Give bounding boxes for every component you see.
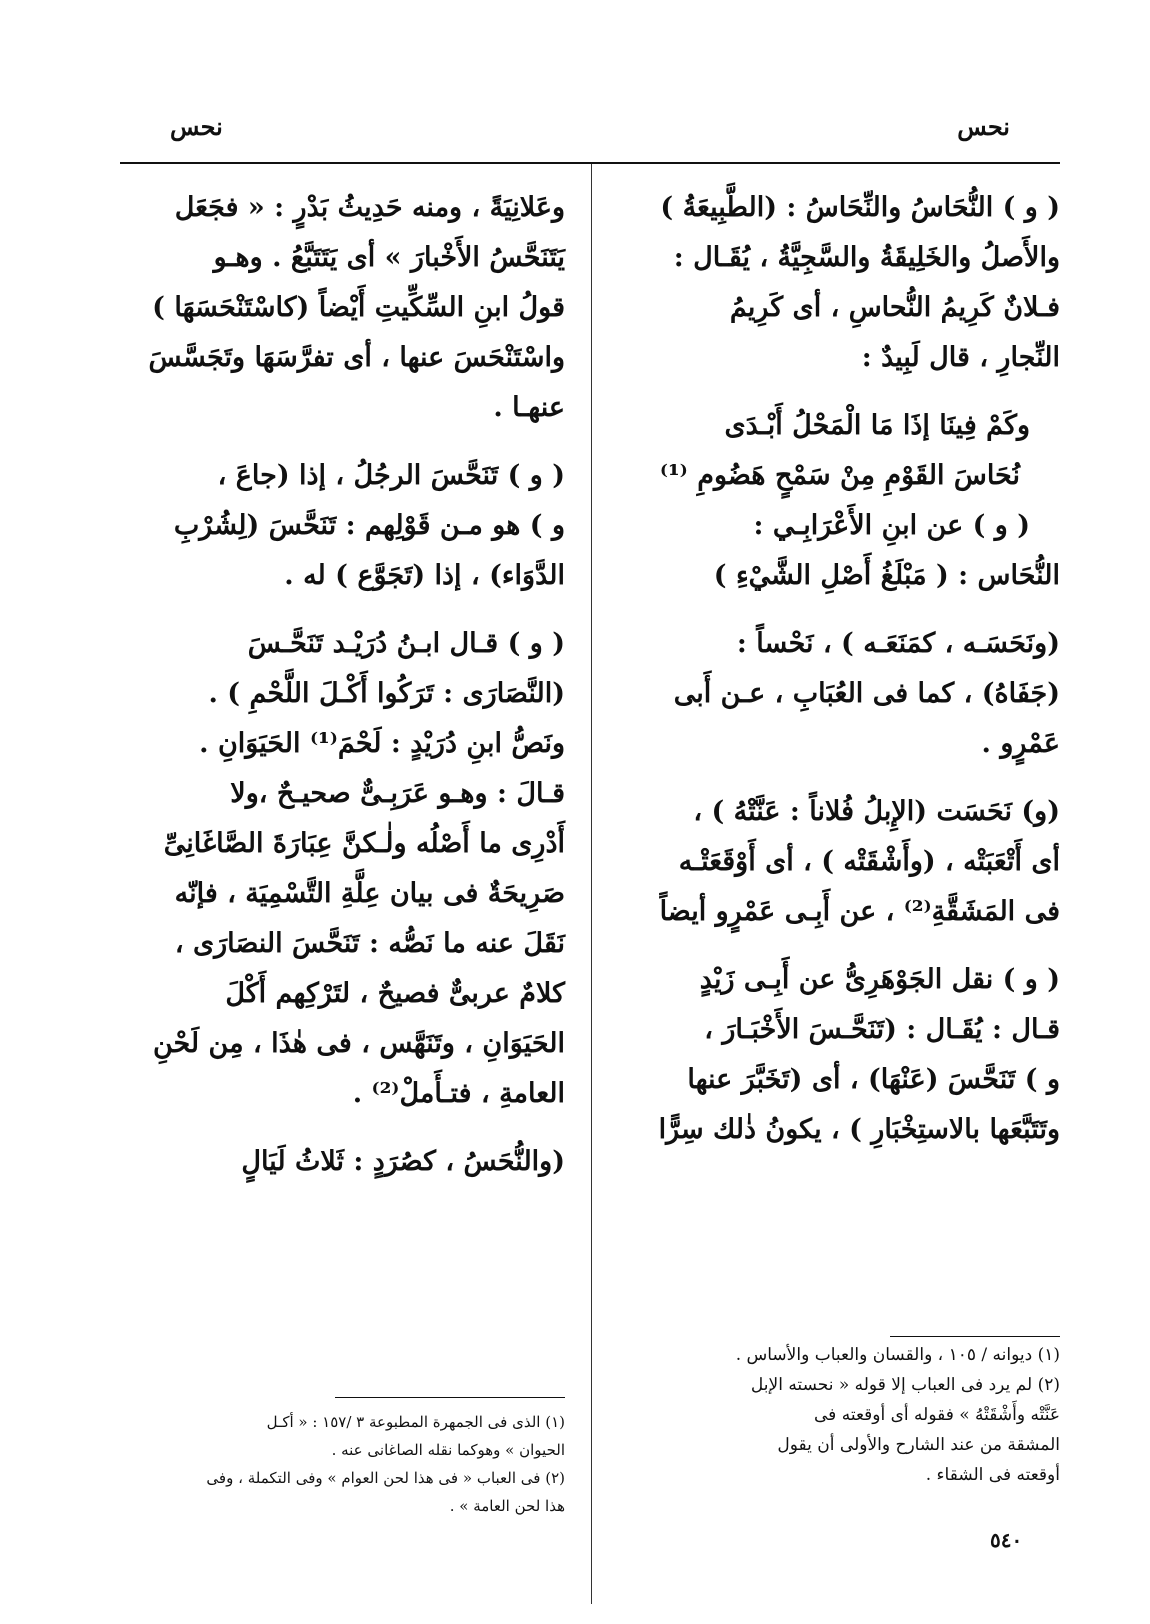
text-line: والأَصلُ والخَلِيقَةُ والسَّجِيَّةُ ، يُقَـال : [673, 242, 1060, 273]
text-line: (جَفَاهُ) ، كما فى العُبَابِ ، عـن أَبى [673, 678, 1060, 709]
header-rule [120, 162, 1060, 164]
footnote-rule-right [890, 1336, 1060, 1337]
text-line: الحَيَوَانِ ، وتَنَهَّس ، فى هٰذَا ، مِن لَحْنِ [152, 1028, 565, 1059]
verse-line: نُحَاسَ القَوْمِ مِنْ سَمْحٍ هَضُومِ ⁽¹⁾ [659, 460, 1020, 491]
text-line: ( و ) تَنَحَّسَ الرجُلُ ، إذا (جاعَ ، [217, 460, 565, 491]
left-column [120, 183, 565, 1187]
footnote-line: (٢) لم يرد فى العباب إلا قوله « نحسته الإبل [750, 1375, 1060, 1395]
text-line: و ) تَنَحَّسَ (عَنْهَا) ، أى (تَخَبَّرَ عنها [687, 1064, 1060, 1095]
text-line: وعَلانِيَةً ، ومنه حَدِيثُ بَدْرٍ : « فجَعَل [174, 192, 565, 223]
text-line: قـالَ : وهـو عَرَبِـىٌّ صحيـحٌ ،ولا [230, 778, 565, 809]
footnote-line: الحيوان » وهوكما نقله الصاغانى عنه . [331, 1441, 565, 1459]
text-line: نَقَلَ عنه ما نَصُّه : تَنَحَّسَ النصَارَى ، [174, 928, 565, 959]
footnote-line: (١) الذى فى الجمهرة المطبوعة ٣ /١٥٧ : « أكـل [266, 1413, 565, 1431]
right-column [635, 183, 1060, 1155]
paragraph-gap [635, 769, 1060, 787]
footnote-line: (١) ديوانه / ١٠٥ ، والقسان والعباب والأساس . [735, 1345, 1060, 1365]
text-line: فـلانٌ كَرِيمُ النُّحاسِ ، أى كَرِيمُ [729, 292, 1060, 323]
text-line: (و) نَحَسَت (الإِبلُ فُلاناً : عَنَّتْهُ ) ، [693, 796, 1060, 827]
text-line: أى أَتْعَبَتْه ، (وأَشْقَتْه ) ، أى أَوْقَعَتْـه [678, 846, 1060, 877]
text-line: النُّحَاس : ( مَبْلَغُ أَصْلِ الشَّيْءِ ) [713, 560, 1060, 591]
paragraph-gap [120, 433, 565, 451]
text-line: (النَّصَارَى : تَرَكُوا أَكْـلَ اللَّحْمِ ) . [208, 678, 565, 709]
text-line: صَرِيحَةٌ فى بيان عِلَّةِ التَّسْمِيَة ، فإنّه [174, 878, 565, 909]
text-line: عنهـا . [493, 392, 565, 423]
text-line: أَدْرِى ما أَصْلُه ولٰـكنَّ عِبَارَةَ الصَّاغَانِىِّ [163, 828, 565, 859]
text-line: وتَتَبَّعَها بالاستِخْبَارِ ) ، يكونُ ذٰلك سِرًّا [658, 1114, 1060, 1145]
text-line: الدَّوَاء) ، إذا (تَجَوَّع ) له . [284, 560, 565, 591]
column-divider [591, 164, 592, 1604]
text-line: فى المَشَقَّةِ⁽²⁾ ، عن أَبِـى عَمْرٍو أيضاً [659, 896, 1060, 927]
verse-line: وكَمْ فِينَا إذَا مَا الْمَحْلُ أَبْـدَى [724, 410, 1030, 441]
footnote-line: أوقعته فى الشقاء . [925, 1465, 1060, 1485]
text-line: ( و ) عن ابنِ الأَعْرَابِـي : [753, 510, 1030, 541]
running-header-left: نحس [170, 112, 223, 141]
text-line: يَتَنَحَّسُ الأَخْبارَ » أى يَتَتَبَّعُ . وهـو [213, 242, 565, 273]
text-line: (ونَحَسَـه ، كمَنَعَـه ) ، نَحْساً : [736, 628, 1060, 659]
footnote-line: هذا لحن العامة » . [449, 1497, 565, 1515]
text-line: قولُ ابنِ السِّكِّيتِ أَيْضاً (كاسْتَنْحَسَهَا ) [152, 292, 565, 323]
paragraph-gap [120, 601, 565, 619]
footnotes-left [120, 1408, 565, 1520]
footnotes-right [635, 1340, 1060, 1490]
text-line: قـال : يُقَـال : (تَنَحَّـسَ الأَخْبَـارَ ، [704, 1014, 1060, 1045]
page-number: ٥٤٠ [990, 1528, 1023, 1552]
paragraph-gap [120, 1119, 565, 1137]
text-line: و ) هو مـن قَوْلِهم : تَنَحَّسَ (لِشُرْبِ [173, 510, 565, 541]
paragraph-gap [635, 601, 1060, 619]
text-line: ( و ) النُّحَاسُ والنِّحَاسُ : (الطَّبِيعَةُ ) [660, 192, 1060, 223]
paragraph-gap [635, 383, 1060, 401]
text-line: واسْتَنْحَسَ عنها ، أى تفرَّسَهَا وتَجَسَّسَ [148, 342, 565, 373]
text-line: ونَصُّ ابنِ دُرَيْدٍ : لَحْمَ⁽¹⁾ الحَيَوَانِ . [199, 728, 565, 759]
footnote-line: (٢) فى العباب « فى هذا لحن العوام » وفى التكملة ، وفى [206, 1469, 565, 1487]
paragraph-gap [635, 937, 1060, 955]
text-line: ( و ) نقل الجَوْهَرِىُّ عن أَبِـى زَيْدٍ [699, 964, 1060, 995]
running-header-right: نحس [957, 112, 1010, 141]
footnote-line: عَنَّتْه وأَشْقَتْهُ » فقوله أى أوقعته فى [814, 1405, 1060, 1425]
footnote-rule-left [335, 1397, 565, 1398]
text-line: عَمْرٍو . [981, 728, 1060, 759]
text-line: (والنُّحَسُ ، كصُرَدٍ : ثَلاثُ لَيَالٍ [241, 1146, 565, 1177]
text-line: العامةِ ، فتـأَملْ⁽²⁾ . [352, 1078, 565, 1109]
text-line: كلامٌ عربىٌّ فصيحٌ ، لتَرْكِهم أَكْلَ [225, 978, 565, 1009]
text-line: النِّجارِ ، قال لَبِيدٌ : [861, 342, 1060, 373]
footnote-line: المشقة من عند الشارح والأولى أن يقول [777, 1435, 1060, 1455]
text-line: ( و ) قـال ابـنُ دُرَيْـد تَنَحَّـسَ [247, 628, 565, 659]
